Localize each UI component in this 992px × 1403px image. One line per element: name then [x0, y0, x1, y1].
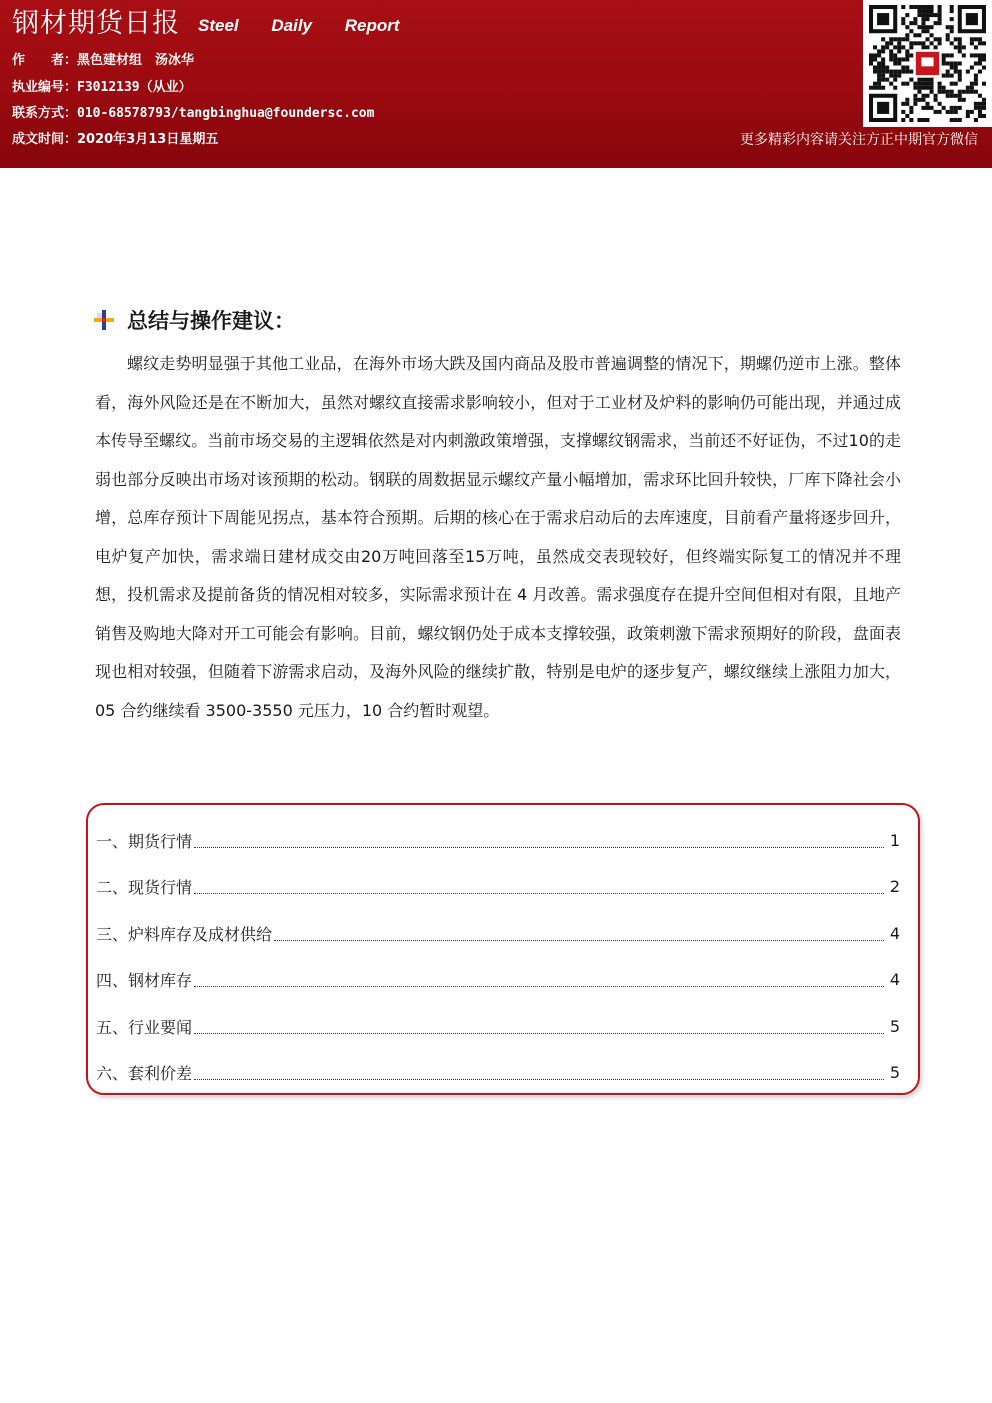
- title-en-word: Daily: [271, 16, 313, 35]
- toc-item-label: 炉料库存及成材供给: [128, 924, 273, 944]
- toc-item-label: 期货行情: [128, 831, 193, 851]
- toc-item-page: 2: [889, 877, 900, 897]
- date-label: 成文时间：: [12, 132, 78, 147]
- summary-paragraph: 螺纹走势明显强于其他工业品，在海外市场大跌及国内商品及股市普遍调整的情况下，期螺仍逆市上涨。整体看，海外风险还是在不断加大，虽然对螺纹直接需求影响较小，但对于工业材及炉料的影响仍可能出现，并通过成本传导至螺纹。当前市场交易的主逻辑依然是对内刺激政策增强，支撑螺纹钢需求，当前还不好证伪，不过10的走弱也部分反映出市场对该预期的松动。钢联的周数据显示螺纹产量小幅增加，需求环比回升较快，厂库下降社会小增，总库存预计下周能见拐点，基本符合预期。后期的核心在于需求启动后的去库速度，目前看产量将逐步回升，电炉复产加快，需求端日建材成交由20万吨回落至15万吨，虽然成交表现较好，但终端实际复工的情况并不理想，投机需求及提前备货的情况相对较多，实际需求预计在 4 月改善。需求强度存在提升空间但相对有限，且地产销售及购地大降对开工可能会有影响。目前，螺纹钢仍处于成本支撑较强，政策刺激下需求预期好的阶段，盘面表现也相对较强，但随着下游需求启动，及海外风险的继续扩散，特别是电炉的逐步复产，螺纹继续上涨阻力加大，05 合约继续看 3500-3550 元压力，10 合约暂时观望。: [95, 354, 901, 720]
- author-row: [12, 52, 194, 70]
- toc-leader-dots: [194, 1061, 884, 1080]
- toc-leader-dots: [194, 1015, 884, 1034]
- table-of-contents: [86, 803, 920, 1095]
- toc-leader-dots: [274, 922, 884, 941]
- contact-value[interactable]: 010-68578793/tangbinghua@foundersc.com: [77, 106, 375, 121]
- toc-item-label: 现货行情: [128, 878, 193, 898]
- wechat-note: 更多精彩内容请关注方正中期官方微信: [740, 132, 978, 148]
- report-header: [0, 0, 992, 168]
- section-bullet-icon: [93, 309, 115, 331]
- toc-item[interactable]: [96, 817, 900, 864]
- license-value: F3012139（从业）: [77, 80, 192, 95]
- toc-item[interactable]: [96, 957, 900, 1004]
- toc-item-number: 一、: [96, 831, 129, 851]
- toc-leader-dots: [194, 968, 884, 987]
- author-label: 作 者：: [12, 53, 78, 68]
- toc-item[interactable]: [96, 864, 900, 911]
- toc-item-page: 5: [889, 1016, 900, 1036]
- toc-item[interactable]: [96, 1050, 900, 1097]
- date-value: 2020年3月13日星期五: [77, 132, 219, 147]
- toc-item-number: 二、: [96, 878, 129, 898]
- date-row: [12, 131, 218, 149]
- contact-row: [12, 105, 374, 123]
- toc-item-label: 套利价差: [128, 1064, 193, 1084]
- toc-item-page: 1: [889, 830, 900, 850]
- toc-item-number: 三、: [96, 924, 129, 944]
- license-row: [12, 79, 192, 97]
- toc-leader-dots: [194, 875, 884, 894]
- license-label: 执业编号：: [12, 80, 78, 95]
- toc-item[interactable]: [96, 1003, 900, 1050]
- title-en-word: Steel: [198, 16, 239, 35]
- contact-label: 联系方式：: [12, 106, 78, 121]
- toc-item-label: 钢材库存: [128, 971, 193, 991]
- report-title-en: [198, 15, 428, 37]
- toc-item-number: 六、: [96, 1064, 129, 1084]
- title-en-word: Report: [344, 16, 400, 35]
- qr-code-icon: [869, 5, 986, 122]
- summary-heading: [93, 305, 295, 335]
- toc-item-page: 4: [889, 923, 900, 943]
- toc-item-page: 4: [889, 970, 900, 990]
- toc-item-number: 五、: [96, 1017, 129, 1037]
- toc-item-number: 四、: [96, 971, 129, 991]
- author-value: 黑色建材组 汤冰华: [77, 53, 195, 68]
- summary-heading-text: 总结与操作建议：: [127, 309, 295, 333]
- report-title: 钢材期货日报: [12, 8, 180, 39]
- toc-leader-dots: [194, 829, 884, 848]
- toc-item[interactable]: [96, 910, 900, 957]
- qr-code: [863, 0, 992, 127]
- toc-item-page: 5: [889, 1063, 900, 1083]
- toc-item-label: 行业要闻: [128, 1017, 193, 1037]
- toc-list: [96, 817, 900, 1096]
